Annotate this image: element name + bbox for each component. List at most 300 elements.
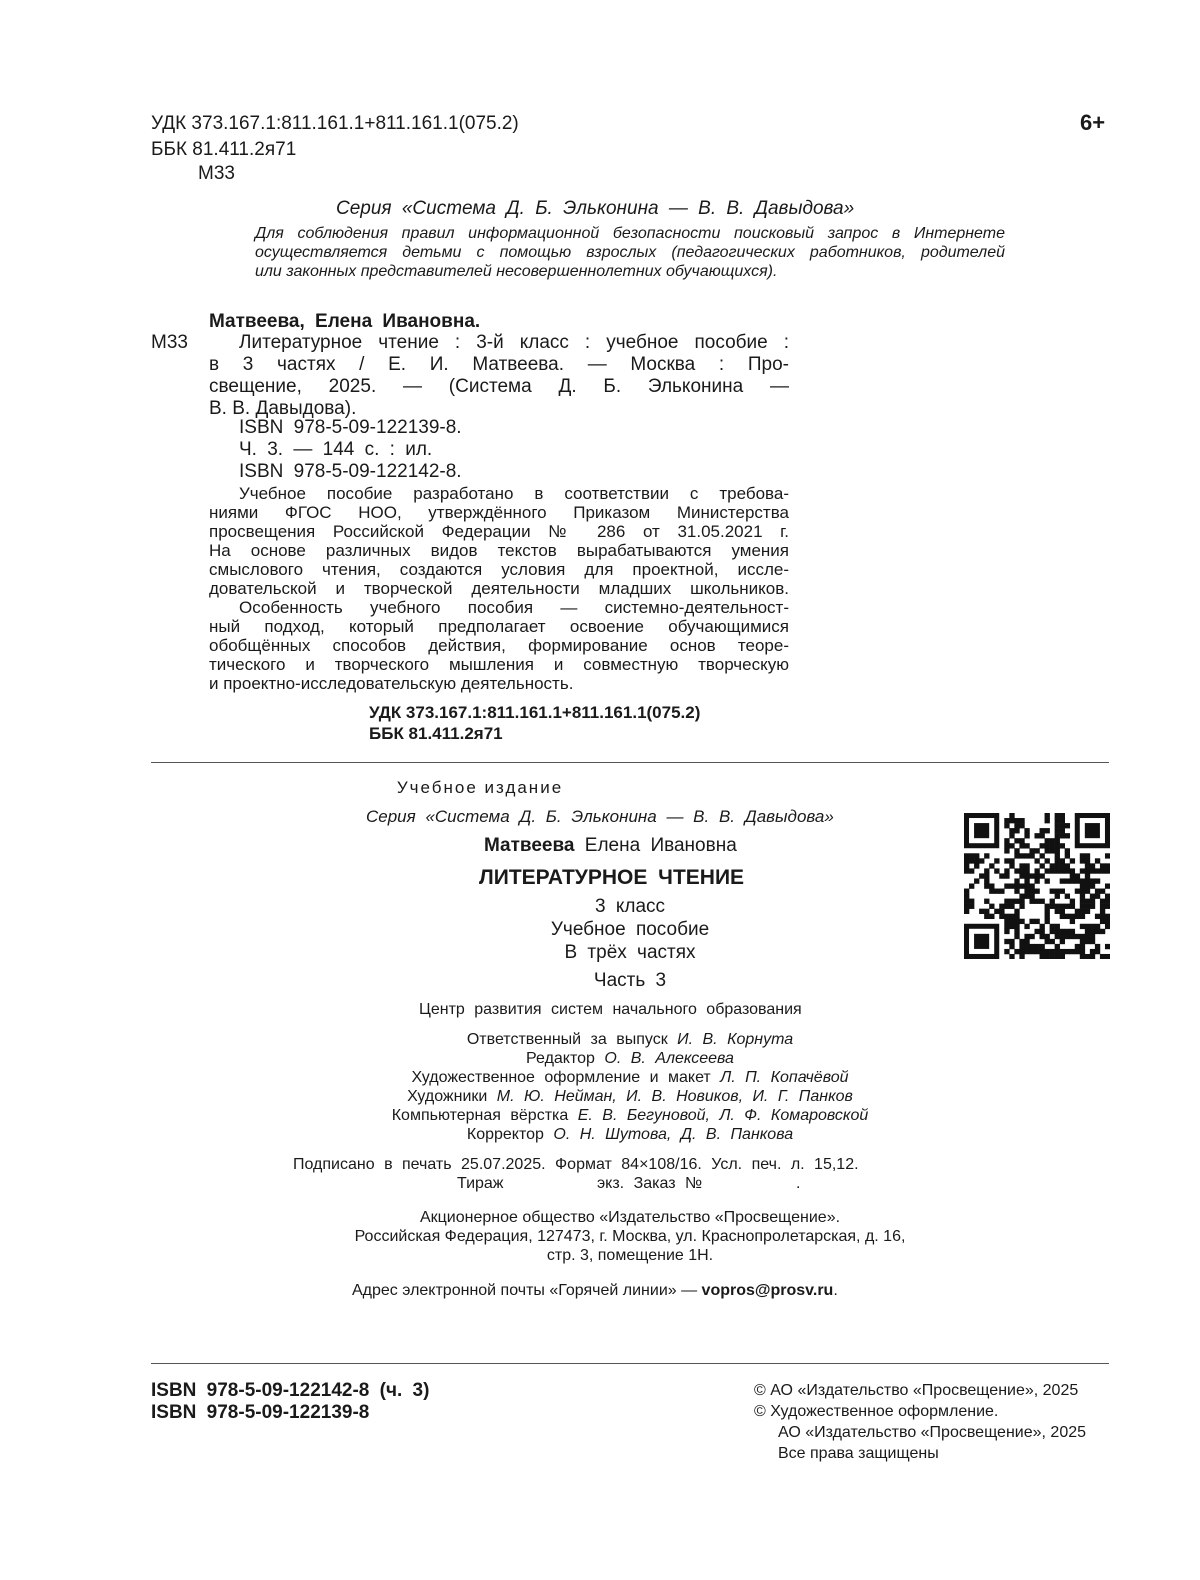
header-bbk: ББК 81.411.2я71 (151, 139, 297, 160)
qr-code (964, 813, 1110, 959)
qr-module (1009, 858, 1014, 863)
qr-module (1029, 934, 1034, 939)
qr-module (1100, 929, 1105, 934)
qr-module (1004, 858, 1009, 863)
qr-module (1024, 843, 1029, 848)
qr-module (1024, 924, 1029, 929)
qr-module (969, 899, 974, 904)
qr-module (964, 853, 969, 858)
qr-module (1009, 863, 1014, 868)
qr-module (1004, 823, 1009, 828)
qr-module (994, 909, 999, 914)
imprint-author (484, 835, 737, 857)
qr-module (1085, 954, 1090, 959)
qr-module (1055, 949, 1060, 954)
qr-module (1095, 889, 1100, 894)
qr-module (1070, 899, 1075, 904)
qr-module (1014, 949, 1019, 954)
header-udk: УДК 373.167.1:811.161.1+811.161.1(075.2) (151, 113, 519, 134)
qr-module (1100, 863, 1105, 868)
qr-module (994, 858, 999, 863)
qr-module (1095, 868, 1100, 873)
edition-type: Учебное издание (396, 778, 564, 797)
qr-module (1045, 868, 1050, 873)
credit-line (151, 1068, 1109, 1087)
qr-module (999, 914, 1004, 919)
qr-module (1085, 868, 1090, 873)
qr-module (1040, 843, 1045, 848)
qr-module (1100, 909, 1105, 914)
safety-notice (255, 224, 1005, 281)
catalog-annotation (209, 484, 789, 693)
qr-module (1055, 929, 1060, 934)
catalog-isbn-block (239, 417, 462, 483)
grade: 3 класс (594, 896, 666, 917)
qr-module (1040, 899, 1045, 904)
qr-module (984, 914, 989, 919)
annotation-line: и проектно-исследовательскую деятельность. (209, 674, 574, 693)
qr-module (1075, 909, 1080, 914)
qr-finder (974, 823, 989, 838)
qr-module (1009, 818, 1014, 823)
qr-module (1024, 863, 1029, 868)
qr-module (1024, 949, 1029, 954)
qr-module (1060, 939, 1065, 944)
credit-role: Редактор (526, 1050, 595, 1067)
qr-module (1034, 848, 1039, 853)
qr-module (1080, 878, 1085, 883)
qr-module (1004, 868, 1009, 873)
qr-module (1070, 934, 1075, 939)
credit-line (151, 1087, 1109, 1106)
qr-module (1095, 914, 1100, 919)
hotline-text: Адрес электронной почты «Горячей линии» — (352, 1282, 698, 1299)
qr-module (964, 909, 969, 914)
qr-module (969, 883, 974, 888)
copyright-line: АО «Издательство «Просвещение», 2025 (778, 1424, 1087, 1441)
qr-module (1090, 939, 1095, 944)
isbn-part: ISBN 978-5-09-122142-8 (ч. 3) (151, 1380, 430, 1401)
credit-line (151, 1030, 1109, 1049)
qr-module (1050, 848, 1055, 853)
annotation-line: ниями ФГОС НОО, утверждённого Приказом Министерства (209, 503, 789, 522)
header-author-mark: М33 (198, 163, 235, 184)
credit-name: Е. В. Бегуновой, Л. Ф. Комаровской (577, 1107, 869, 1124)
qr-module (1019, 904, 1024, 909)
qr-module (1090, 868, 1095, 873)
qr-module (1085, 939, 1090, 944)
qr-module (1060, 909, 1065, 914)
qr-module (1019, 899, 1024, 904)
qr-module (984, 853, 989, 858)
qr-module (1019, 883, 1024, 888)
qr-module (984, 873, 989, 878)
qr-module (1045, 934, 1050, 939)
qr-module (1029, 899, 1034, 904)
qr-module (1055, 934, 1060, 939)
publisher-line: Акционерное общество «Издательство «Просвещение». (419, 1209, 841, 1226)
qr-module (1019, 853, 1024, 858)
qr-module (1045, 939, 1050, 944)
qr-module (1014, 914, 1019, 919)
qr-module (994, 868, 999, 873)
qr-module (1075, 873, 1080, 878)
qr-module (1009, 924, 1014, 929)
qr-module (1034, 873, 1039, 878)
qr-module (1014, 899, 1019, 904)
qr-module (1090, 894, 1095, 899)
qr-module (1055, 944, 1060, 949)
qr-module (984, 878, 989, 883)
qr-module (974, 853, 979, 858)
qr-finder (974, 934, 989, 949)
age-rating: 6+ (1080, 110, 1106, 135)
qr-module (1065, 833, 1070, 838)
safety-line: Для соблюдения правил информационной безопасности поисковый запрос в Интернете (255, 225, 1005, 242)
qr-module (1040, 949, 1045, 954)
credit-name: М. Ю. Нейман, И. В. Новиков, И. Г. Панков (496, 1088, 853, 1105)
qr-module (1105, 914, 1110, 919)
qr-module (1100, 889, 1105, 894)
credit-name: О. В. Алексеева (604, 1050, 734, 1067)
qr-module (1070, 873, 1075, 878)
order-period: . (796, 1175, 801, 1192)
qr-module (1050, 843, 1055, 848)
qr-module (1029, 883, 1034, 888)
book-title: ЛИТЕРАТУРНОЕ ЧТЕНИЕ (479, 866, 745, 889)
qr-module (1060, 868, 1065, 873)
qr-module (1045, 858, 1050, 863)
qr-module (1080, 868, 1085, 873)
qr-module (1090, 929, 1095, 934)
qr-module (1080, 944, 1085, 949)
qr-module (1070, 858, 1075, 863)
divider-bottom (151, 1363, 1109, 1364)
qr-module (1105, 868, 1110, 873)
annotation-line: просвещения Российской Федерации № 286 от 31.05.2021 г. (209, 522, 789, 541)
qr-module (1080, 894, 1085, 899)
qr-module (1060, 904, 1065, 909)
qr-module (1080, 924, 1085, 929)
qr-module (1095, 878, 1100, 883)
qr-module (969, 858, 974, 863)
annotation-line: довательской и творческой деятельности младших школьников. (209, 579, 789, 598)
qr-module (1090, 863, 1095, 868)
qr-module (1019, 873, 1024, 878)
qr-module (1060, 878, 1065, 883)
qr-module (1070, 914, 1075, 919)
qr-module (1085, 883, 1090, 888)
hotline-email[interactable]: vopros@prosv.ru (701, 1282, 834, 1299)
qr-module (1075, 889, 1080, 894)
catalog-description (209, 332, 789, 420)
qr-module (1014, 828, 1019, 833)
qr-module (1014, 818, 1019, 823)
qr-module (964, 894, 969, 899)
qr-module (1014, 909, 1019, 914)
qr-finder (1085, 823, 1100, 838)
qr-module (1024, 944, 1029, 949)
qr-module (1040, 934, 1045, 939)
qr-module (1045, 843, 1050, 848)
qr-module (1080, 883, 1085, 888)
qr-module (1019, 939, 1024, 944)
qr-module (1070, 904, 1075, 909)
qr-module (1019, 823, 1024, 828)
hotline-end: . (833, 1282, 838, 1299)
divider-top (151, 762, 1109, 763)
qr-module (984, 909, 989, 914)
qr-module (1060, 823, 1065, 828)
qr-module (1029, 944, 1034, 949)
qr-module (1100, 954, 1105, 959)
qr-module (1024, 878, 1029, 883)
qr-module (1105, 853, 1110, 858)
description-line: свещение, 2025. — (Система Д. Б. Эльконина — (209, 376, 789, 397)
qr-module (1045, 909, 1050, 914)
hotline (352, 1281, 838, 1300)
qr-module (1100, 868, 1105, 873)
qr-module (1004, 848, 1009, 853)
qr-module (1065, 853, 1070, 858)
qr-module (1029, 889, 1034, 894)
qr-module (1034, 868, 1039, 873)
qr-module (1055, 909, 1060, 914)
qr-module (1065, 868, 1070, 873)
qr-module (1014, 919, 1019, 924)
isbn-line: ISBN 978-5-09-122139-8. (239, 417, 462, 438)
qr-module (1055, 904, 1060, 909)
qr-module (1040, 944, 1045, 949)
qr-module (1004, 883, 1009, 888)
qr-module (989, 889, 994, 894)
qr-module (1009, 843, 1014, 848)
qr-module (1095, 929, 1100, 934)
qr-module (1090, 954, 1095, 959)
qr-module (1040, 873, 1045, 878)
catalog-udk: УДК 373.167.1:811.161.1+811.161.1(075.2) (369, 703, 701, 722)
qr-module (1085, 909, 1090, 914)
qr-module (1055, 858, 1060, 863)
qr-module (1060, 818, 1065, 823)
qr-module (1034, 949, 1039, 954)
qr-module (1019, 818, 1024, 823)
qr-module (1004, 873, 1009, 878)
qr-module (1065, 904, 1070, 909)
qr-module (1009, 883, 1014, 888)
qr-module (979, 873, 984, 878)
qr-module (1050, 954, 1055, 959)
qr-module (1024, 833, 1029, 838)
qr-module (1029, 919, 1034, 924)
qr-module (1100, 904, 1105, 909)
credit-line (151, 1106, 1109, 1125)
qr-module (1004, 949, 1009, 954)
qr-module (1065, 914, 1070, 919)
qr-module (1014, 853, 1019, 858)
qr-module (999, 909, 1004, 914)
qr-module (1040, 954, 1045, 959)
qr-module (1014, 848, 1019, 853)
qr-module (1090, 899, 1095, 904)
qr-module (1009, 828, 1014, 833)
isbn-line: Ч. 3. — 144 с. : ил. (239, 439, 433, 460)
qr-module (964, 858, 969, 863)
qr-module (1065, 929, 1070, 934)
qr-module (1105, 904, 1110, 909)
qr-module (989, 904, 994, 909)
qr-module (969, 868, 974, 873)
copyright-line: © Художественное оформление. (754, 1403, 999, 1420)
qr-module (1085, 889, 1090, 894)
print-signed: Подписано в печать 25.07.2025. Формат 84×108/16. Усл. печ. л. 15,12. (293, 1156, 859, 1173)
qr-module (1024, 934, 1029, 939)
qr-module (1090, 924, 1095, 929)
qr-module (1075, 944, 1080, 949)
qr-module (1080, 909, 1085, 914)
qr-module (1055, 813, 1060, 818)
qr-module (1105, 894, 1110, 899)
qr-module (979, 858, 984, 863)
catalog-mark-text: М33 (151, 332, 188, 353)
qr-module (1034, 944, 1039, 949)
qr-module (964, 863, 969, 868)
qr-module (1055, 838, 1060, 843)
qr-module (1029, 853, 1034, 858)
qr-module (1019, 949, 1024, 954)
qr-module (1055, 843, 1060, 848)
qr-module (1055, 863, 1060, 868)
qr-module (999, 904, 1004, 909)
qr-module (1080, 853, 1085, 858)
qr-module (1055, 818, 1060, 823)
qr-module (1090, 949, 1095, 954)
qr-module (984, 883, 989, 888)
qr-module (1045, 949, 1050, 954)
part-number: Часть 3 (593, 970, 667, 991)
qr-module (1060, 843, 1065, 848)
qr-module (1004, 939, 1009, 944)
qr-module (1045, 904, 1050, 909)
qr-module (1060, 858, 1065, 863)
qr-module (1080, 914, 1085, 919)
qr-module (1085, 924, 1090, 929)
qr-module (1070, 929, 1075, 934)
qr-module (1029, 848, 1034, 853)
qr-module (1019, 894, 1024, 899)
qr-module (1019, 843, 1024, 848)
qr-module (1014, 883, 1019, 888)
series-top: Серия «Система Д. Б. Эльконина — В. В. Давыдова» (336, 198, 855, 219)
qr-module (974, 863, 979, 868)
qr-module (999, 873, 1004, 878)
qr-module (989, 863, 994, 868)
qr-module (1055, 924, 1060, 929)
qr-module (1055, 894, 1060, 899)
qr-module (1009, 939, 1014, 944)
qr-module (1045, 813, 1050, 818)
qr-module (1060, 833, 1065, 838)
safety-line: осуществляется детьми с помощью взрослых (педагогических работников, родителей (255, 244, 1005, 261)
qr-module (1024, 889, 1029, 894)
qr-module (974, 858, 979, 863)
qr-module (1095, 949, 1100, 954)
qr-module (1080, 949, 1085, 954)
qr-module (969, 853, 974, 858)
qr-module (1065, 949, 1070, 954)
qr-module (1024, 853, 1029, 858)
qr-module (1095, 924, 1100, 929)
qr-module (1014, 868, 1019, 873)
qr-module (1034, 889, 1039, 894)
publisher-line: Российская Федерация, 127473, г. Москва, ул. Краснопролетарская, д. 16, (354, 1228, 906, 1245)
qr-module (1065, 934, 1070, 939)
qr-module (1090, 904, 1095, 909)
qr-module (1105, 954, 1110, 959)
qr-module (1004, 924, 1009, 929)
credit-role: Ответственный за выпуск (466, 1031, 668, 1048)
qr-module (1055, 868, 1060, 873)
copies-order-label: экз. Заказ № (597, 1175, 703, 1192)
qr-module (1055, 833, 1060, 838)
qr-module (1045, 818, 1050, 823)
qr-module (1045, 954, 1050, 959)
qr-module (1060, 914, 1065, 919)
qr-module (1034, 929, 1039, 934)
qr-module (1065, 863, 1070, 868)
qr-module (1014, 924, 1019, 929)
credit-name: Л. П. Копачёвой (720, 1069, 849, 1086)
qr-module (1004, 904, 1009, 909)
qr-module (1050, 838, 1055, 843)
annotation-line: Учебное пособие разработано в соответствии с требова- (239, 484, 789, 503)
qr-module (1060, 828, 1065, 833)
description-line: В. В. Давыдова). (209, 398, 357, 419)
qr-module (1075, 934, 1080, 939)
qr-module (1009, 899, 1014, 904)
qr-module (1050, 929, 1055, 934)
qr-module (1034, 899, 1039, 904)
qr-module (1004, 914, 1009, 919)
qr-module (1080, 858, 1085, 863)
credit-role: Художественное оформление и макет (411, 1069, 711, 1086)
qr-module (1045, 914, 1050, 919)
isbn-line: ISBN 978-5-09-122142-8. (239, 461, 462, 482)
book-type: Учебное пособие (550, 919, 710, 940)
qr-module (964, 904, 969, 909)
qr-module (1075, 878, 1080, 883)
qr-module (1085, 853, 1090, 858)
qr-module (1105, 883, 1110, 888)
safety-line: или законных представителей несовершеннолетних обучающихся). (255, 263, 778, 280)
qr-module (989, 883, 994, 888)
qr-module (1004, 838, 1009, 843)
qr-module (1045, 848, 1050, 853)
qr-module (1024, 828, 1029, 833)
qr-module (1034, 919, 1039, 924)
copyright-line: Все права защищены (778, 1445, 939, 1462)
qr-module (1085, 904, 1090, 909)
qr-module (1014, 838, 1019, 843)
qr-module (964, 868, 969, 873)
qr-module (984, 868, 989, 873)
qr-module (1050, 939, 1055, 944)
copyright (754, 1380, 1086, 1464)
qr-module (1040, 863, 1045, 868)
qr-module (964, 899, 969, 904)
qr-module (1019, 954, 1024, 959)
qr-module (1004, 929, 1009, 934)
